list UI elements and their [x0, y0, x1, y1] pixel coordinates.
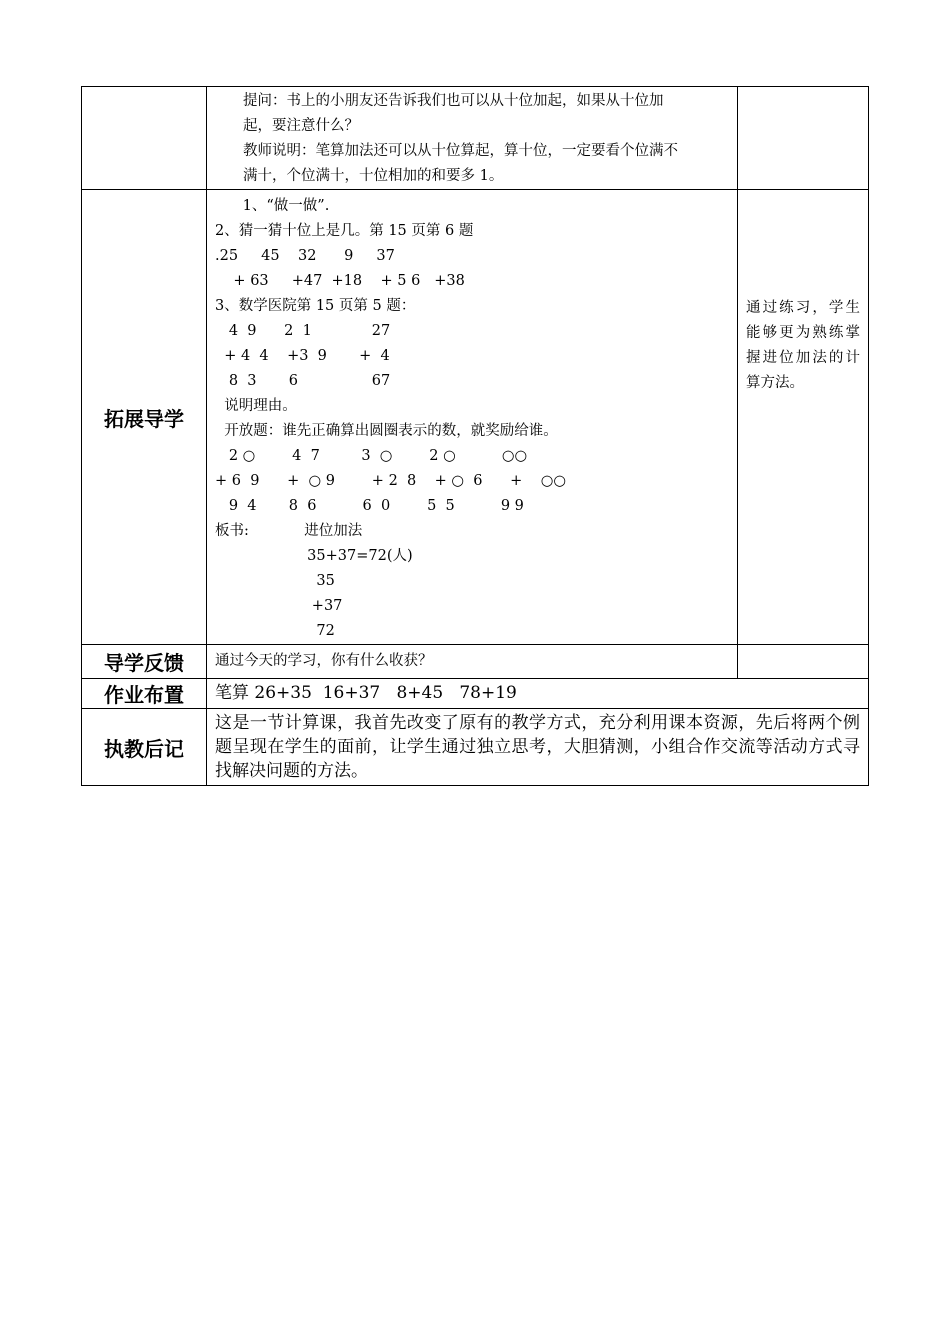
extend-line: 9 4 8 6 6 0 5 5 9 9 [215, 498, 524, 514]
extend-line: 35 [215, 573, 335, 589]
feedback-note-cell [738, 645, 869, 679]
intro-content-cell [207, 87, 738, 190]
extend-line: 2、猜一猜十位上是几。第 15 页第 6 题 [215, 223, 474, 239]
homework-row [82, 679, 869, 709]
homework-text: 笔算 26+35 16+37 8+45 78+19 [207, 679, 869, 709]
extend-line: 开放题：谁先正确算出圆圈表示的数，就奖励给谁。 [215, 423, 558, 439]
extend-line: 2 ○ 4 7 3 ○ 2 ○ ○○ [215, 448, 528, 464]
extend-line: + 4 4 +3 9 + 4 [215, 348, 390, 364]
reflection-label: 执教后记 [82, 709, 207, 786]
lesson-plan-table [81, 86, 869, 786]
intro-line: 满十，个位满十，十位相加的和要多 1。 [243, 168, 504, 184]
feedback-label: 导学反馈 [82, 645, 207, 679]
extend-line: 说明理由。 [215, 398, 297, 414]
extend-content-cell [207, 190, 738, 645]
extend-line: 4 9 2 1 27 [215, 323, 391, 339]
extend-note: 通过练习，学生能够更为熟练掌握进位加法的计算方法。 [738, 190, 869, 645]
extend-line: + 63 +47 +18 + 5 6 +38 [215, 273, 465, 289]
extend-line: 1、“做一做”. [215, 198, 330, 214]
intro-line: 教师说明：笔算加法还可以从十位算起，算十位，一定要看个位满不 [243, 143, 678, 159]
extend-line: 35+37=72(人) [215, 548, 413, 564]
reflection-row [82, 709, 869, 786]
intro-line: 提问：书上的小朋友还告诉我们也可以从十位加起，如果从十位加 [243, 93, 664, 109]
extend-line: 8 3 6 67 [215, 373, 391, 389]
extend-row [82, 190, 869, 645]
extend-line: + 6 9 + ○ 9 + 2 8 + ○ 6 + ○○ [215, 473, 567, 489]
extend-line: 板书: 进位加法 [215, 523, 363, 539]
reflection-text: 这是一节计算课，我首先改变了原有的教学方式，充分利用课本资源，先后将两个例题呈现在学生的面前，让学生通过独立思考，大胆猜测，小组合作交流等活动方式寻找解决问题的方法。 [207, 709, 869, 786]
feedback-row [82, 645, 869, 679]
intro-row [82, 87, 869, 190]
intro-line: 起，要注意什么？ [243, 118, 359, 134]
intro-label-cell [82, 87, 207, 190]
extend-line: +37 [215, 598, 343, 614]
intro-note-cell [738, 87, 869, 190]
extend-line: .25 45 32 9 37 [215, 248, 395, 264]
extend-line: 72 [215, 623, 335, 639]
feedback-text: 通过今天的学习，你有什么收获？ [207, 645, 738, 679]
extend-label: 拓展导学 [82, 190, 207, 645]
extend-line: 3、数学医院第 15 页第 5 题： [215, 298, 416, 314]
homework-label: 作业布置 [82, 679, 207, 709]
